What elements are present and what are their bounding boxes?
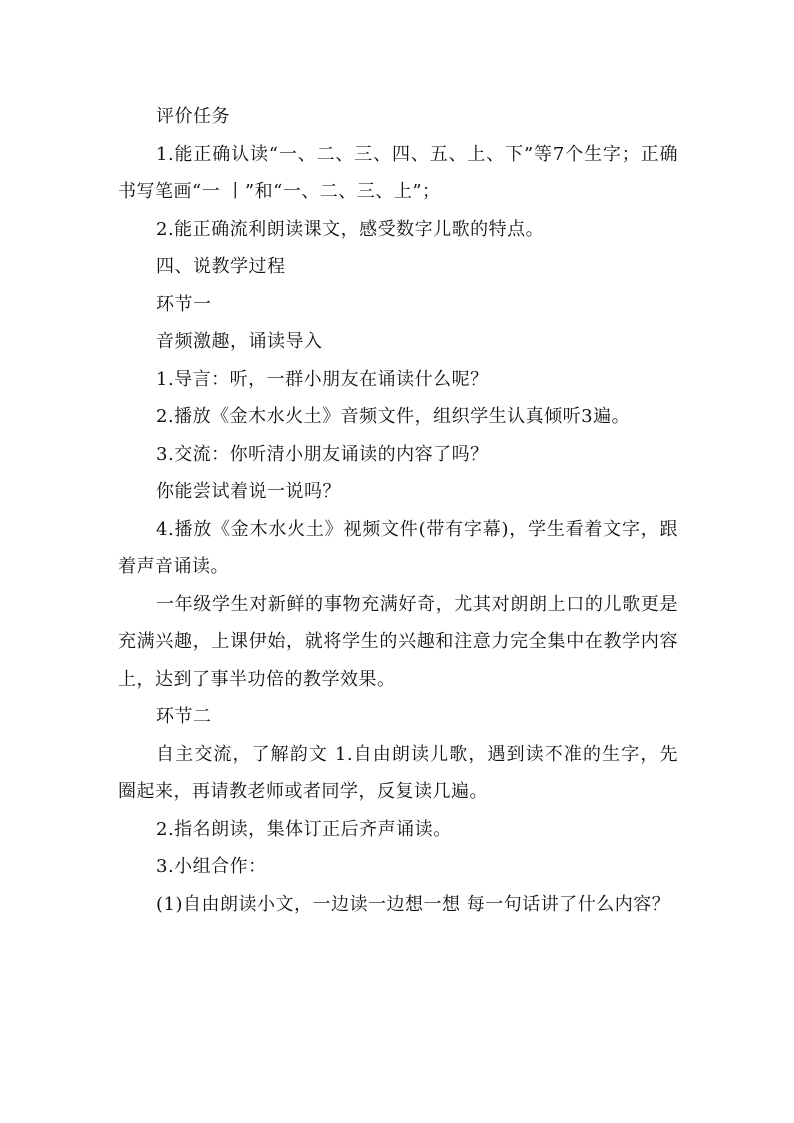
- paragraph-task-1: 1.能正确认读“一、二、三、四、五、上、下”等7个生字；正确书写笔画“一 丨”和“一、二、三、上”；: [118, 143, 678, 202]
- paragraph-step1-question: 你能尝试着说一说吗？: [156, 481, 341, 502]
- step-title-1: 音频激趣，诵读导入: [156, 331, 323, 352]
- paragraph-step2-subitem-1: (1)自由朗读小文，一边读一边想一想 每一句话讲了什么内容？: [156, 893, 671, 915]
- paragraph-step1-item-3: 3.交流：你听清小朋友诵读的内容了吗？: [156, 443, 489, 465]
- section-heading-teaching-process: 四、说教学过程: [156, 256, 286, 277]
- section-heading-evaluation-tasks: 评价任务: [156, 106, 230, 127]
- step-heading-1: 环节一: [156, 293, 212, 315]
- paragraph-step2-item-3: 3.小组合作：: [156, 856, 267, 877]
- paragraph-step1-item-4: 4.播放《金木水火土》视频文件(带有字幕)，学生看着文字，跟着声音诵读。: [118, 518, 678, 577]
- paragraph-step1-summary: 一年级学生对新鲜的事物充满好奇，尤其对朗朗上口的儿歌更是充满兴趣，上课伊始，就将学生的兴趣和注意力完全集中在教学内容上，达到了事半功倍的教学效果。: [118, 593, 678, 690]
- paragraph-step1-item-2: 2.播放《金木水火土》音频文件，组织学生认真倾听3遍。: [156, 406, 631, 427]
- step-heading-2: 环节二: [156, 706, 212, 727]
- paragraph-step1-item-1: 1.导言：听，一群小朋友在诵读什么呢？: [156, 368, 489, 390]
- paragraph-step2-item-2: 2.指名朗读，集体订正后齐声诵读。: [156, 818, 452, 840]
- paragraph-task-2: 2.能正确流利朗读课文，感受数字儿歌的特点。: [156, 218, 545, 240]
- document-page: [118, 98, 678, 923]
- paragraph-step2-intro: 自主交流，了解韵文 1.自由朗读儿歌，遇到读不准的生字，先圈起来，再请教老师或者同学，反复读几遍。: [118, 743, 678, 802]
